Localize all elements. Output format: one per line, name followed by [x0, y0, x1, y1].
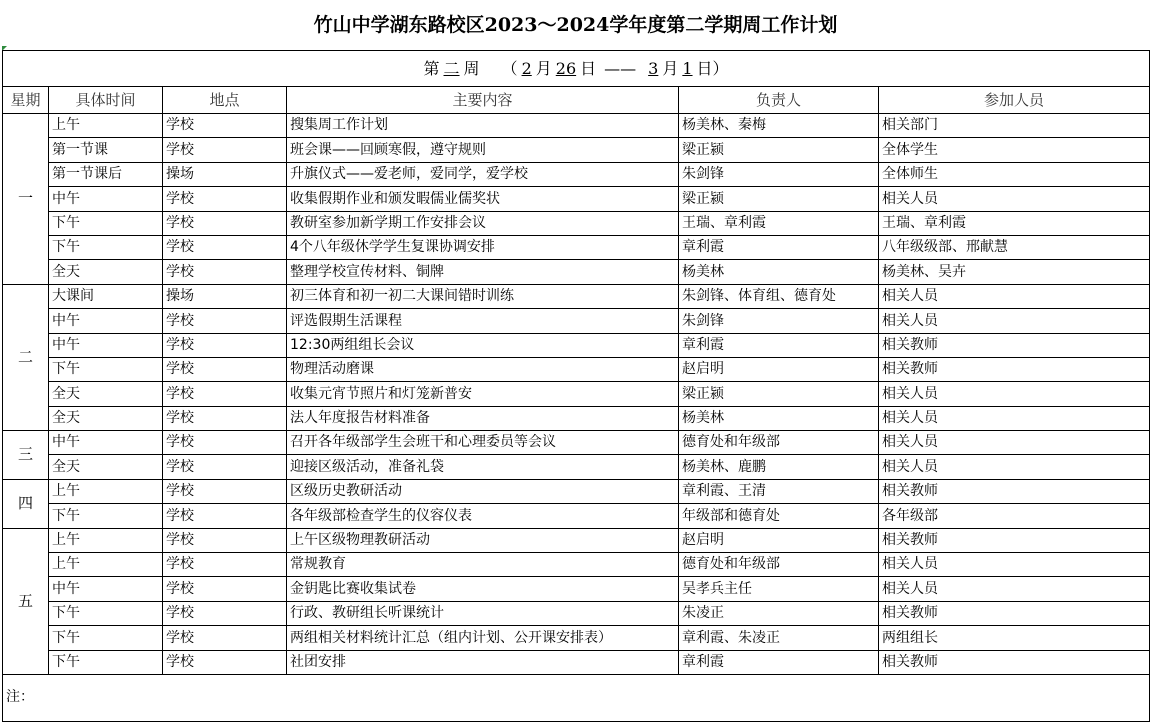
place-cell[interactable]: 学校 [163, 309, 287, 333]
header-content[interactable]: 主要内容 [287, 87, 679, 114]
header-participants[interactable]: 参加人员 [879, 87, 1150, 114]
header-owner[interactable]: 负责人 [679, 87, 879, 114]
content-cell[interactable]: 行政、教研组长听课统计 [287, 601, 679, 625]
place-cell[interactable]: 学校 [163, 577, 287, 601]
start-day-word: 日 [580, 59, 597, 78]
participants-cell[interactable]: 相关教师 [879, 333, 1150, 357]
owner-cell[interactable]: 朱凌正 [679, 601, 879, 625]
table-row [3, 431, 1150, 455]
header-row [3, 87, 1150, 114]
content-cell[interactable]: 上午区级物理教研活动 [287, 528, 679, 552]
owner-cell[interactable]: 朱剑锋 [679, 309, 879, 333]
time-cell[interactable]: 下午 [49, 504, 163, 528]
content-cell[interactable]: 4个八年级休学学生复课协调安排 [287, 235, 679, 259]
time-cell[interactable]: 第一节课后 [49, 162, 163, 186]
time-cell[interactable]: 全天 [49, 406, 163, 430]
content-cell[interactable]: 社团安排 [287, 650, 679, 674]
place-cell[interactable]: 学校 [163, 504, 287, 528]
owner-cell[interactable]: 梁正颍 [679, 187, 879, 211]
weekday-cell[interactable]: 四 [3, 479, 49, 528]
owner-cell[interactable]: 章利霞 [679, 235, 879, 259]
time-cell[interactable]: 全天 [49, 260, 163, 284]
place-cell[interactable]: 学校 [163, 455, 287, 479]
place-cell[interactable]: 学校 [163, 601, 287, 625]
start-month: 2 [521, 59, 532, 78]
time-cell[interactable]: 中午 [49, 309, 163, 333]
weekday-cell[interactable]: 三 [3, 431, 49, 480]
note-cell[interactable]: 注： [3, 674, 1150, 721]
time-cell[interactable]: 中午 [49, 431, 163, 455]
time-cell[interactable]: 第一节课 [49, 138, 163, 162]
table-row [3, 235, 1150, 259]
end-month: 3 [648, 59, 659, 78]
place-cell[interactable]: 学校 [163, 382, 287, 406]
content-cell[interactable]: 收集元宵节照片和灯笼新普安 [287, 382, 679, 406]
participants-cell[interactable]: 相关人员 [879, 284, 1150, 308]
week-number: 二 [443, 59, 460, 78]
time-cell[interactable]: 上午 [49, 528, 163, 552]
time-cell[interactable]: 下午 [49, 601, 163, 625]
time-cell[interactable]: 中午 [49, 577, 163, 601]
time-cell[interactable]: 下午 [49, 357, 163, 381]
header-place[interactable]: 地点 [163, 87, 287, 114]
end-month-word: 月 [662, 59, 679, 78]
table-row [3, 650, 1150, 674]
table-row [3, 406, 1150, 430]
participants-cell[interactable]: 相关人员 [879, 455, 1150, 479]
table-row [3, 309, 1150, 333]
owner-cell[interactable]: 梁正颍 [679, 382, 879, 406]
place-cell[interactable]: 操场 [163, 162, 287, 186]
table-row [3, 211, 1150, 235]
place-cell[interactable]: 学校 [163, 553, 287, 577]
owner-cell[interactable]: 德育处和年级部 [679, 431, 879, 455]
table-row [3, 553, 1150, 577]
weekday-cell[interactable]: 二 [3, 284, 49, 430]
start-day: 26 [555, 59, 577, 78]
participants-cell[interactable]: 全体学生 [879, 138, 1150, 162]
content-cell[interactable]: 两组相关材料统计汇总（组内计划、公开课安排表） [287, 626, 679, 650]
place-cell[interactable]: 学校 [163, 528, 287, 552]
owner-cell[interactable]: 杨美林、秦梅 [679, 114, 879, 138]
time-cell[interactable]: 下午 [49, 626, 163, 650]
week-suffix: 周 [463, 59, 480, 78]
owner-cell[interactable]: 杨美林 [679, 260, 879, 284]
participants-cell[interactable]: 全体师生 [879, 162, 1150, 186]
content-cell[interactable]: 常规教育 [287, 553, 679, 577]
place-cell[interactable]: 学校 [163, 626, 287, 650]
participants-cell[interactable]: 相关部门 [879, 114, 1150, 138]
week-dash: —— [604, 59, 637, 78]
participants-cell[interactable]: 相关教师 [879, 528, 1150, 552]
table-row [3, 577, 1150, 601]
place-cell[interactable]: 学校 [163, 260, 287, 284]
owner-cell[interactable]: 杨美林 [679, 406, 879, 430]
time-cell[interactable]: 上午 [49, 114, 163, 138]
owner-cell[interactable]: 王瑞、章利霞 [679, 211, 879, 235]
owner-cell[interactable]: 章利霞、王清 [679, 479, 879, 503]
owner-cell[interactable]: 章利霞 [679, 650, 879, 674]
owner-cell[interactable]: 德育处和年级部 [679, 553, 879, 577]
header-weekday[interactable]: 星期 [3, 87, 49, 114]
time-cell[interactable]: 上午 [49, 553, 163, 577]
content-cell[interactable]: 金钥匙比赛收集试卷 [287, 577, 679, 601]
participants-cell[interactable]: 相关教师 [879, 650, 1150, 674]
time-cell[interactable]: 全天 [49, 455, 163, 479]
owner-cell[interactable]: 章利霞、朱凌正 [679, 626, 879, 650]
participants-cell[interactable]: 相关人员 [879, 382, 1150, 406]
owner-cell[interactable]: 梁正颍 [679, 138, 879, 162]
place-cell[interactable]: 学校 [163, 187, 287, 211]
participants-cell[interactable]: 相关人员 [879, 577, 1150, 601]
table-row [3, 601, 1150, 625]
place-cell[interactable]: 学校 [163, 431, 287, 455]
content-cell[interactable]: 搜集周工作计划 [287, 114, 679, 138]
content-cell[interactable]: 12:30两组组长会议 [287, 333, 679, 357]
time-cell[interactable]: 下午 [49, 211, 163, 235]
time-cell[interactable]: 下午 [49, 235, 163, 259]
participants-cell[interactable]: 两组组长 [879, 626, 1150, 650]
worksheet [2, 0, 1149, 722]
content-cell[interactable]: 区级历史教研活动 [287, 479, 679, 503]
weekday-cell[interactable]: 一 [3, 114, 49, 285]
table-row [3, 138, 1150, 162]
week-open: （ [501, 59, 518, 78]
table-row [3, 162, 1150, 186]
table-row [3, 187, 1150, 211]
content-cell[interactable]: 初三体育和初一初二大课间错时训练 [287, 284, 679, 308]
place-cell[interactable]: 学校 [163, 114, 287, 138]
start-month-word: 月 [535, 59, 552, 78]
weekday-cell[interactable]: 五 [3, 528, 49, 674]
table-row [3, 382, 1150, 406]
participants-cell[interactable]: 八年级级部、邢献慧 [879, 235, 1150, 259]
week-close: 日） [696, 59, 729, 78]
place-cell[interactable]: 学校 [163, 211, 287, 235]
participants-cell[interactable]: 相关人员 [879, 431, 1150, 455]
place-cell[interactable]: 学校 [163, 406, 287, 430]
content-cell[interactable]: 整理学校宣传材料、铜牌 [287, 260, 679, 284]
participants-cell[interactable]: 相关教师 [879, 357, 1150, 381]
participants-cell[interactable]: 相关教师 [879, 601, 1150, 625]
content-cell[interactable]: 法人年度报告材料准备 [287, 406, 679, 430]
table-row [3, 284, 1150, 308]
note-row [3, 674, 1150, 721]
content-cell[interactable]: 班会课——回顾寒假，遵守规则 [287, 138, 679, 162]
participants-cell[interactable]: 相关人员 [879, 553, 1150, 577]
time-cell[interactable]: 全天 [49, 382, 163, 406]
content-cell[interactable]: 升旗仪式——爱老师，爱同学，爱学校 [287, 162, 679, 186]
participants-cell[interactable]: 相关人员 [879, 406, 1150, 430]
place-cell[interactable]: 学校 [163, 333, 287, 357]
time-cell[interactable]: 中午 [49, 333, 163, 357]
place-cell[interactable]: 学校 [163, 479, 287, 503]
time-cell[interactable]: 下午 [49, 650, 163, 674]
participants-cell[interactable]: 相关人员 [879, 309, 1150, 333]
participants-cell[interactable]: 王瑞、章利霞 [879, 211, 1150, 235]
owner-cell[interactable]: 年级部和德育处 [679, 504, 879, 528]
end-day: 1 [682, 59, 693, 78]
content-cell[interactable]: 收集假期作业和颁发暇儒业儒奖状 [287, 187, 679, 211]
table-row [3, 528, 1150, 552]
time-cell[interactable]: 上午 [49, 479, 163, 503]
participants-cell[interactable]: 相关人员 [879, 187, 1150, 211]
content-cell[interactable]: 物理活动磨课 [287, 357, 679, 381]
place-cell[interactable]: 学校 [163, 357, 287, 381]
participants-cell[interactable]: 杨美林、吴卉 [879, 260, 1150, 284]
content-cell[interactable]: 评选假期生活课程 [287, 309, 679, 333]
place-cell[interactable]: 学校 [163, 138, 287, 162]
week-row [3, 51, 1150, 87]
schedule-table [2, 50, 1150, 722]
owner-cell[interactable]: 赵启明 [679, 357, 879, 381]
header-time[interactable]: 具体时间 [49, 87, 163, 114]
table-row [3, 504, 1150, 528]
owner-cell[interactable]: 杨美林、鹿鹏 [679, 455, 879, 479]
owner-cell[interactable]: 章利霞 [679, 333, 879, 357]
place-cell[interactable]: 操场 [163, 284, 287, 308]
content-cell[interactable]: 迎接区级活动，准备礼袋 [287, 455, 679, 479]
week-range-cell[interactable] [3, 51, 1150, 87]
table-row [3, 333, 1150, 357]
owner-cell[interactable]: 吴孝兵主任 [679, 577, 879, 601]
week-prefix: 第 [423, 59, 440, 78]
table-row [3, 479, 1150, 503]
table-row [3, 455, 1150, 479]
owner-cell[interactable]: 赵启明 [679, 528, 879, 552]
place-cell[interactable]: 学校 [163, 650, 287, 674]
content-cell[interactable]: 召开各年级部学生会班干和心理委员等会议 [287, 431, 679, 455]
time-cell[interactable]: 中午 [49, 187, 163, 211]
place-cell[interactable]: 学校 [163, 235, 287, 259]
time-cell[interactable]: 大课间 [49, 284, 163, 308]
table-row [3, 626, 1150, 650]
participants-cell[interactable]: 相关教师 [879, 479, 1150, 503]
table-row [3, 260, 1150, 284]
sheet-title: 竹山中学湖东路校区2023～2024学年度第二学期周工作计划 [313, 14, 838, 36]
table-row [3, 114, 1150, 138]
owner-cell[interactable]: 朱剑锋、体育组、德育处 [679, 284, 879, 308]
table-row [3, 357, 1150, 381]
owner-cell[interactable]: 朱剑锋 [679, 162, 879, 186]
participants-cell[interactable]: 各年级部 [879, 504, 1150, 528]
content-cell[interactable]: 教研室参加新学期工作安排会议 [287, 211, 679, 235]
content-cell[interactable]: 各年级部检查学生的仪容仪表 [287, 504, 679, 528]
